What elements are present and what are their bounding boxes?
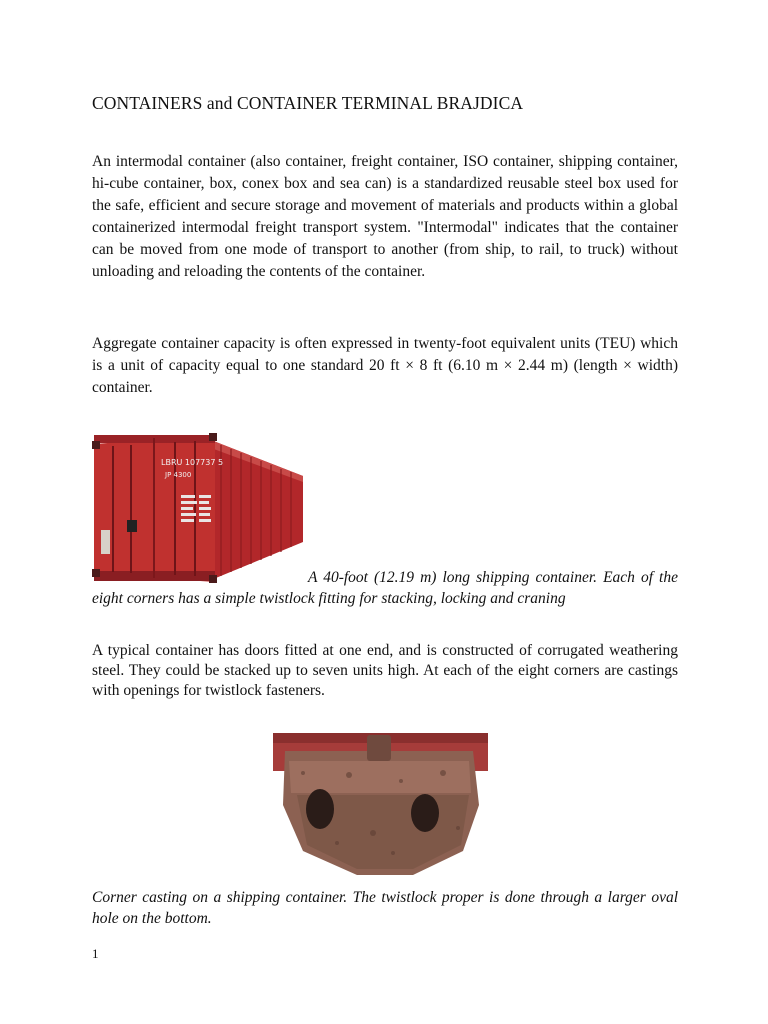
document-title: CONTAINERS and CONTAINER TERMINAL BRAJDICA bbox=[92, 93, 524, 113]
container-code-text: LBRU 107737 5 bbox=[161, 458, 224, 467]
paragraph-intermodal-container: An intermodal container (also container, freight container, ISO container, shipping container, hi-cube container, box, conex box and sea can) is a standardized reusable steel box used for the safe, efficient and secure storage and movement of materials and products within a global containerized intermodal freight transport system. "Intermodal" indicates that the container can be moved from one mode of transport to another (from ship, to rail, to truck) without unloading and reloading the contents of the container. bbox=[92, 153, 678, 280]
corner-casting-illustration bbox=[273, 733, 488, 876]
side-twistlock-hole bbox=[306, 789, 334, 829]
caption-corner-casting: Corner casting on a shipping container. The twistlock proper is done through a larger oval hole on the bottom. bbox=[92, 889, 678, 927]
page-number: 1 bbox=[92, 946, 99, 961]
paragraph-container-capacity: Aggregate container capacity is often expressed in twenty-foot equivalent units (TEU) which is a unit of capacity equal to one standard 20 ft × 8 ft (6.10 m × 2.44 m) (length × width) container. bbox=[92, 335, 678, 396]
container-size-code-text: JP 4300 bbox=[165, 471, 192, 479]
corner-casting-photo bbox=[273, 733, 488, 876]
bottom-twistlock-hole bbox=[411, 794, 439, 832]
paragraph-container-construction: A typical container has doors fitted at one end, and is constructed of corrugated weathering steel. They could be stacked up to seven units high. At each of the eight corners are castings with openings for twistlock fasteners. bbox=[92, 642, 678, 699]
shipping-container-photo bbox=[91, 432, 305, 584]
caption-shipping-container: A 40-foot (12.19 m) long shipping container. Each of the eight corners has a simple twistlock fitting for stacking, locking and craning bbox=[92, 569, 678, 607]
shipping-container-illustration bbox=[91, 432, 305, 584]
